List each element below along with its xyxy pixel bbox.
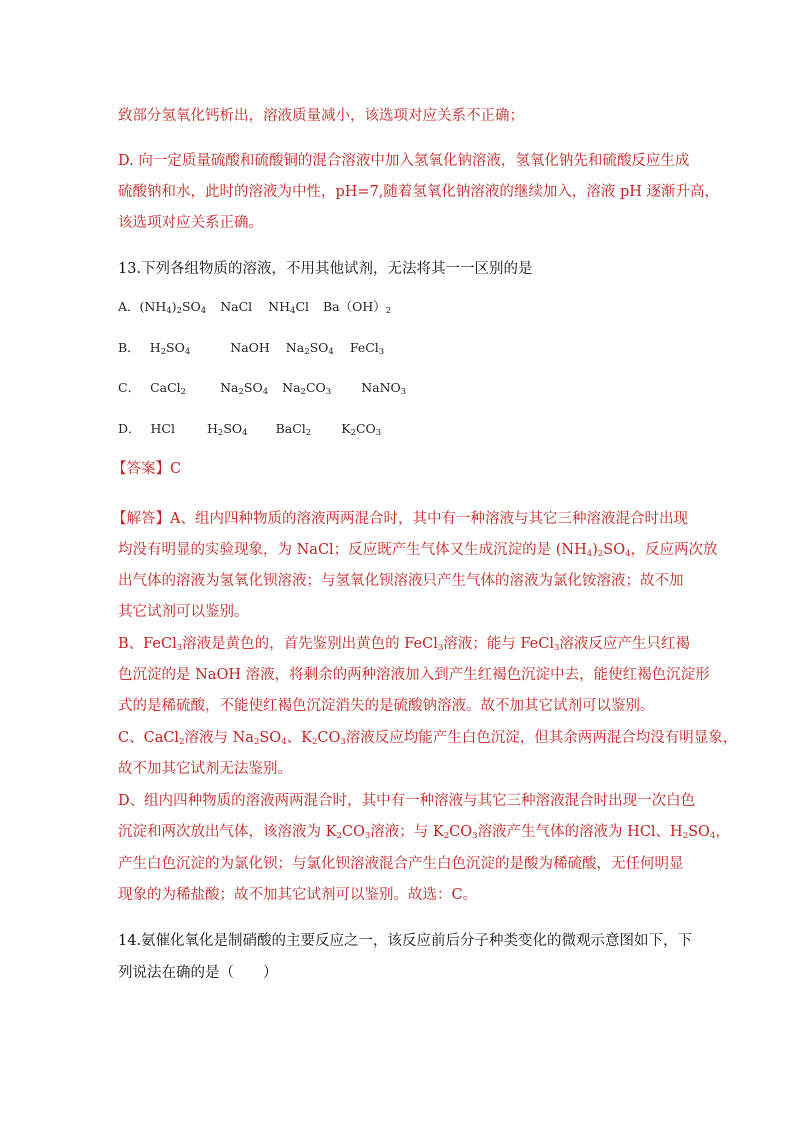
analysis-b-line-1: B、FeCl$_3$溶液是黄色的，首先鉴别出黄色的 FeCl$_3$溶液；能与 FeCl$_3$溶液反应产生只红褐 (118, 636, 690, 653)
option-c-item-3: $Na_2CO_3$ (282, 380, 332, 397)
option-d-item-4: $K_2CO_3$ (341, 421, 382, 438)
answer-label: 【答案】 (112, 461, 170, 477)
option-d-item-2: $H_2SO_4$ (207, 421, 248, 438)
option-b-item-3: $Na_2SO_4$ (285, 340, 334, 357)
analysis-d-line-3: 该选项对应关系正确。 (118, 215, 263, 231)
question-13-stem: 13.下列各组物质的溶液，不用其他试剂，无法将其一一区别的是 (118, 261, 533, 277)
option-b-item-1: $H_2SO_4$ (149, 340, 191, 357)
option-b (118, 338, 384, 356)
option-d-item-3: BaCl$_2$ (275, 421, 312, 438)
analysis-b-line-2: 色沉淀的是 NaOH 溶液，将剩余的两种溶液加入到产生红褐色沉淀中去，能使红褐色沉淀形 (118, 667, 710, 683)
analysis-d-line-3b: 产生白色沉淀的为氯化钡；与氯化钡溶液混合产生白色沉淀的是酸为稀硫酸，无任何明显 (118, 856, 684, 872)
option-c-label: C． (118, 380, 141, 395)
option-a-item-2: NaCl (220, 299, 253, 314)
analysis-d-line-2: 硫酸钠和水，此时的溶液为中性，pH=7,随着氢氧化钠溶液的继续加入，溶液 pH 逐渐升高， (118, 184, 720, 200)
answer-value: C (170, 461, 182, 477)
question-14-line-1: 14.氨催化氧化是制硝酸的主要反应之一，该反应前后分子种类变化的微观示意图如下，下 (118, 933, 693, 949)
option-b-label: B． (118, 340, 140, 355)
analysis-a-line-4: 其它试剂可以鉴别。 (118, 604, 249, 620)
option-a-item-1: $(NH_4)_2SO_4$ (139, 299, 207, 316)
option-b-item-2: NaOH (230, 340, 270, 355)
answer-line (112, 457, 181, 478)
analysis-label: 【解答】 (112, 511, 170, 527)
option-a-item-4: $Ba(OH)_2$ (323, 299, 392, 316)
analysis-a-line-2: 均没有明显的实验现象，为 NaCl；反应既产生气体又生成沉淀的是 $(NH_4)_2SO_4$，反应两次放 (118, 542, 718, 559)
option-c-item-4: NaNO$_3$ (361, 380, 407, 397)
option-b-item-4: FeCl$_3$ (349, 340, 385, 357)
option-a (118, 297, 391, 315)
analysis-c-line-1: C、CaCl$_2$溶液与 $Na_2SO_4$、$K_2CO_3$溶液反应均能产生白色沉淀，但其余两两混合均没有明显象， (118, 730, 738, 747)
analysis-c-line-2: 故不加其它试剂无法鉴别。 (118, 761, 292, 777)
option-c-item-2: $Na_2SO_4$ (220, 380, 269, 397)
analysis-d-line-2b: 沉淀和两次放出气体，该溶液为 $K_2CO_3$溶液；与 $K_2CO_3$溶液产生气体的溶液为 HCl、$H_2SO_4$， (118, 824, 730, 841)
option-a-item-3: $NH_4Cl$ (268, 299, 309, 316)
analysis-a-line-1: 【解答】A、组内四种物质的溶液两两混合时，其中有一种溶液与其它三种溶液混合时出现 (112, 511, 688, 527)
analysis-a-line-3: 出气体的溶液为氢氧化钡溶液；与氢氧化钡溶液只产生气体的溶液为氯化铵溶液；故不加 (118, 573, 684, 589)
option-c-item-1: CaCl$_2$ (150, 380, 187, 397)
option-d-label: D． (118, 421, 141, 436)
option-c (118, 378, 406, 396)
question-14-line-2: 列说法在确的是（ ） (118, 965, 278, 981)
analysis-b-line-3: 式的是稀硫酸，不能使红褐色沉淀消失的是硫酸钠溶液。故不加其它试剂可以鉴别。 (118, 698, 655, 714)
option-d-item-1: HCl (150, 421, 175, 436)
analysis-continuation-line: 致部分氢氧化钙析出，溶液质量减小，该选项对应关系不正确； (118, 108, 524, 124)
option-d (118, 419, 381, 437)
analysis-d-line-1b: D、组内四种物质的溶液两两混合时，其中有一种溶液与其它三种溶液混合时出现一次白色 (118, 793, 696, 809)
option-a-label: A． (118, 299, 140, 314)
analysis-d-line-4b: 现象的为稀盐酸；故不加其它试剂可以鉴别。故选：C。 (118, 887, 478, 903)
analysis-d-line-1: D. 向一定质量硫酸和硫酸铜的混合溶液中加入氢氧化钠溶液，氢氧化钠先和硫酸反应生成 (118, 153, 690, 169)
